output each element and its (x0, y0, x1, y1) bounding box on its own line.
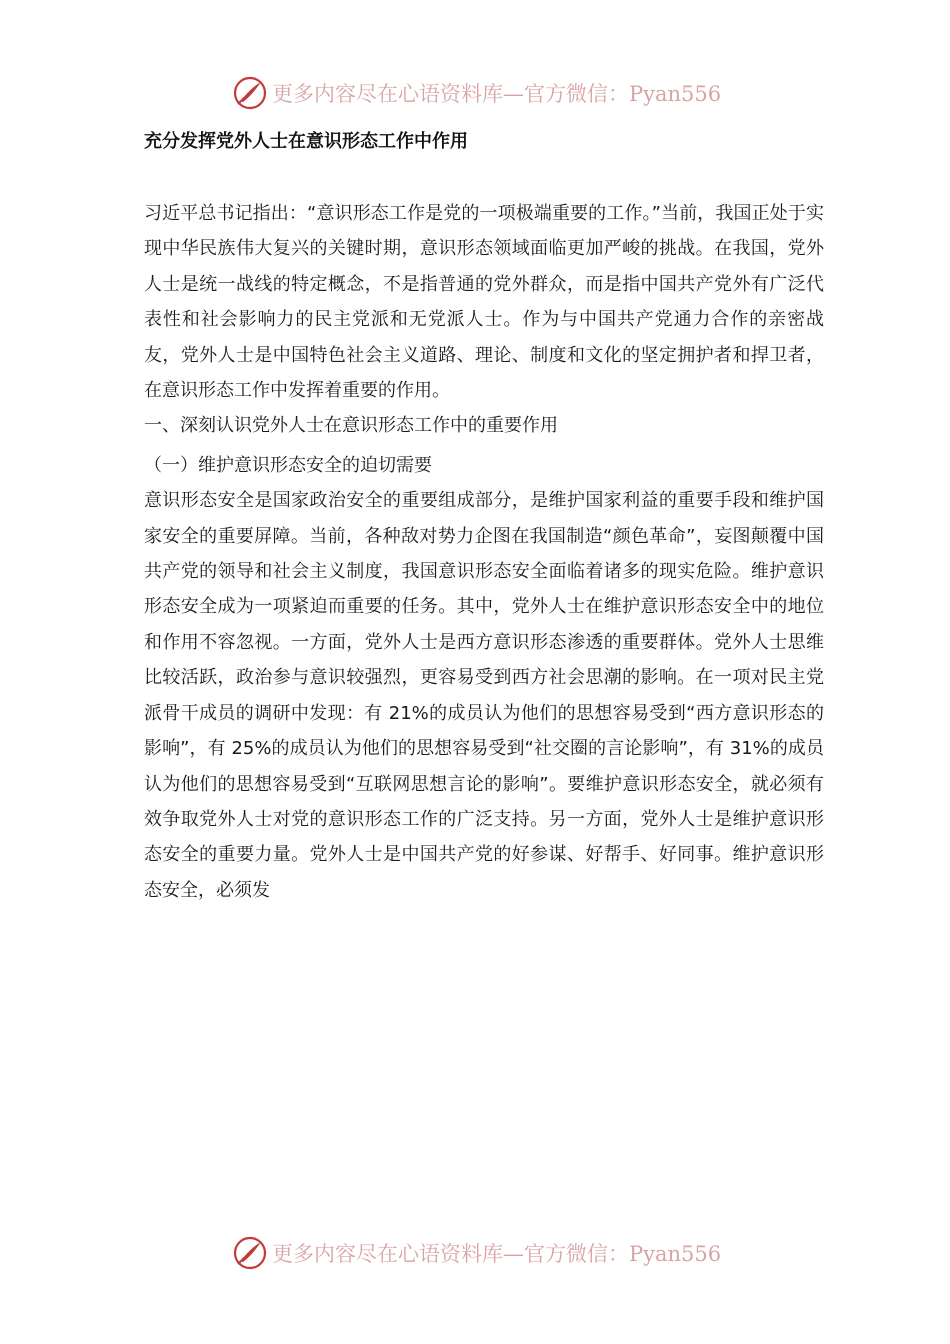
document-title: 充分发挥党外人士在意识形态工作中作用 (144, 131, 468, 152)
quill-logo-icon (232, 75, 268, 111)
section-body-paragraph: 意识形态安全是国家政治安全的重要组成部分，是维护国家利益的重要手段和维护国家安全的重要屏障。当前，各种敌对势力企图在我国制造“颜色革命”，妄图颠覆中国共产党的领导和社会主义制度，我国意识形态安全面临着诸多的现实危险。维护意识形态安全成为一项紧迫而重要的任务。其中，党外人士在维护意识形态安全中的地位和作用不容忽视。一方面，党外人士是西方意识形态渗透的重要群体。党外人士思维比较活跃，政治参与意识较强烈，更容易受到西方社会思潮的影响。在一项对民主党派骨干成员的调研中发现：有 21%的成员认为他们的思想容易受到“西方意识形态的影响”，有 25%的成员认为他们的思想容易受到“社交圈的言论影响”，有 31%的成员认为他们的思想容易受到“互联网思想言论的影响”。要维护意识形态安全，就必须有效争取党外人士对党的意识形态工作的广泛支持。另一方面，党外人士是维护意识形态安全的重要力量。党外人士是中国共产党的好参谋、好帮手、好同事。维护意识形态安全，必须发 (144, 490, 824, 901)
quill-logo-icon (232, 1235, 268, 1271)
footer-watermark-banner (232, 1233, 732, 1273)
section-subheading: （一）维护意识形态安全的迫切需要 (144, 454, 432, 476)
intro-paragraph: 习近平总书记指出：“意识形态工作是党的一项极端重要的工作。”当前，我国正处于实现中华民族伟大复兴的关键时期，意识形态领域面临更加严峻的挑战。在我国，党外人士是统一战线的特定概念，不是指普通的党外群众，而是指中国共产党外有广泛代表性和社会影响力的民主党派和无党派人士。作为与中国共产党通力合作的亲密战友，党外人士是中国特色社会主义道路、理论、制度和文化的坚定拥护者和捍卫者，在意识形态工作中发挥着重要的作用。 (144, 203, 824, 402)
document-body (144, 124, 824, 908)
header-watermark-banner (232, 73, 732, 113)
footer-watermark-text: 更多内容尽在心语资料库—官方微信：Pyan556 (272, 1242, 722, 1266)
header-watermark-text: 更多内容尽在心语资料库—官方微信：Pyan556 (272, 82, 722, 106)
section-heading: 一、深刻认识党外人士在意识形态工作中的重要作用 (144, 415, 558, 437)
